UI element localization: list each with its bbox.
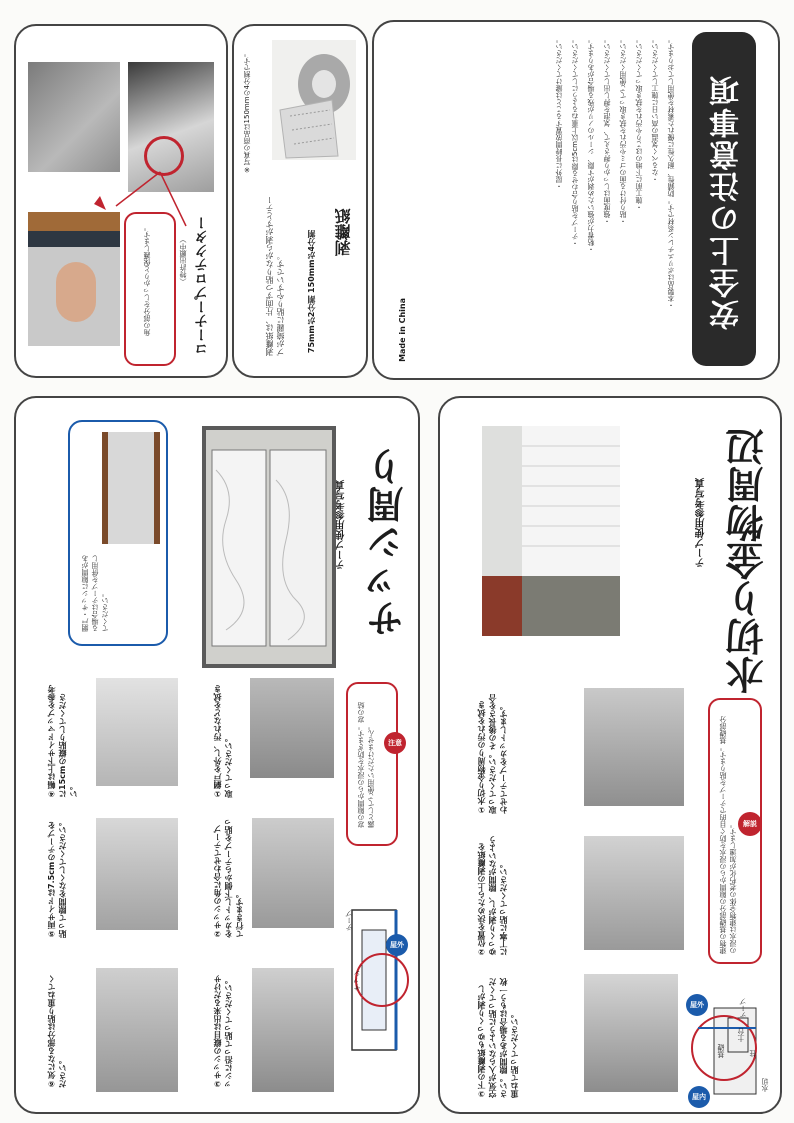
- flashing-diagram-label: 水切: [761, 1078, 769, 1092]
- sash-step-3: ③サッシの縦目は出来るだけサッシに沿って貼ってください。: [213, 975, 233, 1088]
- flashing-step-1: ①水切り金物周りの汚れを拭き取ってください。その後長さを合わせてテープをカットします。: [477, 694, 508, 814]
- safety-note: ・テープを貼り合わせる際は5cm以上重ねるようにしてください。: [571, 36, 579, 248]
- safety-note: ・粘着力が強いため剥がす際、シールのノリが残る場合があります。: [587, 36, 595, 253]
- sash-diagram-label: テープ: [345, 910, 353, 931]
- flashing-diagram-label: 柱: [749, 1050, 757, 1057]
- flashing-diagram-label: テープ: [739, 998, 747, 1019]
- corner-title: コーナープロテクター: [194, 216, 210, 356]
- flashing-photo-caption: テープ使用参考写真: [696, 478, 707, 568]
- sash-info-text: 網戸・サッシに隙間がある場合はテープを併用してください。: [81, 555, 109, 632]
- flashing-diagram-label: 基礎: [717, 1044, 725, 1058]
- sash-title: サッシ周り: [366, 448, 410, 638]
- flashing-step-2: ②位置を決めたら上の剥離紙をゆっくり剥がし、隙間がないように丁寧に貼ってください。: [477, 836, 508, 956]
- step1-photo: [250, 678, 334, 778]
- corner-subtitle: （特許出願中）: [179, 236, 187, 285]
- flashing-outdoor-badge: 屋外: [686, 994, 708, 1016]
- safety-note: ・貼り付ける面のゴミや汚れを拭き取ってご使用ください。: [619, 36, 627, 225]
- safety-card: [372, 20, 780, 380]
- flashing-house-photo: [482, 426, 620, 636]
- hand-shape: [56, 262, 96, 322]
- flashing-indoor-badge: 屋内: [688, 1086, 710, 1108]
- pointer-lines: [36, 166, 206, 246]
- corner-photo-top: [28, 62, 120, 172]
- release-paper-desc: 剥離紙は、片面ずつ貼りながら剥がすとテープが綺麗に貼りやすいです。: [265, 196, 285, 356]
- sash-step-6: ⑥気になる部分は貼り重ねてください。: [47, 975, 67, 1088]
- safety-title: 安全上の注意事項: [710, 74, 745, 330]
- step4-photo: [96, 678, 178, 786]
- release-paper-title: 剥離紙: [334, 208, 353, 256]
- flashing-step2-photo: [584, 836, 684, 950]
- step5-photo: [96, 818, 178, 930]
- caution-badge: 注意: [384, 732, 406, 754]
- flashing-step-3: ③下の剥離紙もゆっくり剥がし空気が入らないように貼ってください。隙間がある場合はもう一枚重ねて貼ってください。: [477, 978, 519, 1098]
- corner-protector-card: [14, 24, 228, 378]
- sash-info-box: [68, 420, 168, 646]
- tape-roll-photo: [272, 40, 356, 160]
- safety-notes: [388, 32, 678, 366]
- safety-note: ・施工前に下地のほこりや汚れを拭き取ってください。: [635, 36, 643, 211]
- safety-note: ・強度面はしっかり押さえて、気泡を押し出してください。: [603, 36, 611, 225]
- origin-label: Made in China: [398, 298, 407, 362]
- sash-step-4: ④幅は上下サイドマップを参考に15cmの縦貼りしてください。: [47, 685, 78, 798]
- sash-step-1: ①網戸を外し、汚れなどを拭き取ってください。: [213, 685, 233, 798]
- step2-photo: [252, 818, 334, 928]
- sash-card: [14, 396, 420, 1114]
- flashing-step3-photo: [584, 974, 678, 1092]
- explain-badge: 解説: [738, 812, 762, 836]
- sash-photo-caption: テープ使用参考写真: [336, 480, 347, 570]
- sash-window-photo: [202, 426, 336, 668]
- step6-photo: [96, 968, 178, 1092]
- safety-note: ・屋外に長時間放置することは避けてください。: [555, 36, 563, 190]
- flashing-title: 水切り金物周辺: [726, 428, 770, 694]
- sash-step-2: ②サッシの角に合わせてテープをカットし下側からテープを貼って行きます。: [213, 818, 244, 938]
- release-paper-widths: 75mmが2分割 150mmが4分割: [307, 230, 316, 354]
- safety-note: ・なるべく気温の高い日に施工してください。: [651, 36, 659, 183]
- sash-step-5: ⑤両サイドは7.5cmのテープを貼って隙間をなくしてください。: [47, 818, 67, 938]
- sash-outdoor-badge: 屋外: [386, 934, 408, 956]
- flashing-card: [438, 396, 782, 1114]
- explain-text: 建物の基礎部分の隙間からの浸水を防ぐ目的でテープを貼ります。基礎部分の浸水は建物全体の老朽化が加速します。: [719, 716, 737, 954]
- flashing-step1-photo: [584, 688, 684, 806]
- flashing-diagram-label: 土台: [737, 1028, 745, 1042]
- step3-photo: [252, 968, 334, 1092]
- safety-note: ・本製品はポリエチレン系材です。防錆性、耐久性に優れた素材を使用しております。: [667, 36, 675, 309]
- release-paper-card: [232, 24, 368, 378]
- sash-diagram-label: サッシ: [353, 970, 361, 991]
- sash-window-small-photo: [102, 432, 160, 544]
- caution-text: 窓の隙間からの浸水を防ぎます。窓の結露としてご使用いただけません。: [357, 702, 375, 828]
- corner-desc: 角の部分をしっかりと保護します。: [143, 224, 151, 336]
- release-paper-note: ※写真の商品は150mmの4分割です。: [243, 50, 251, 174]
